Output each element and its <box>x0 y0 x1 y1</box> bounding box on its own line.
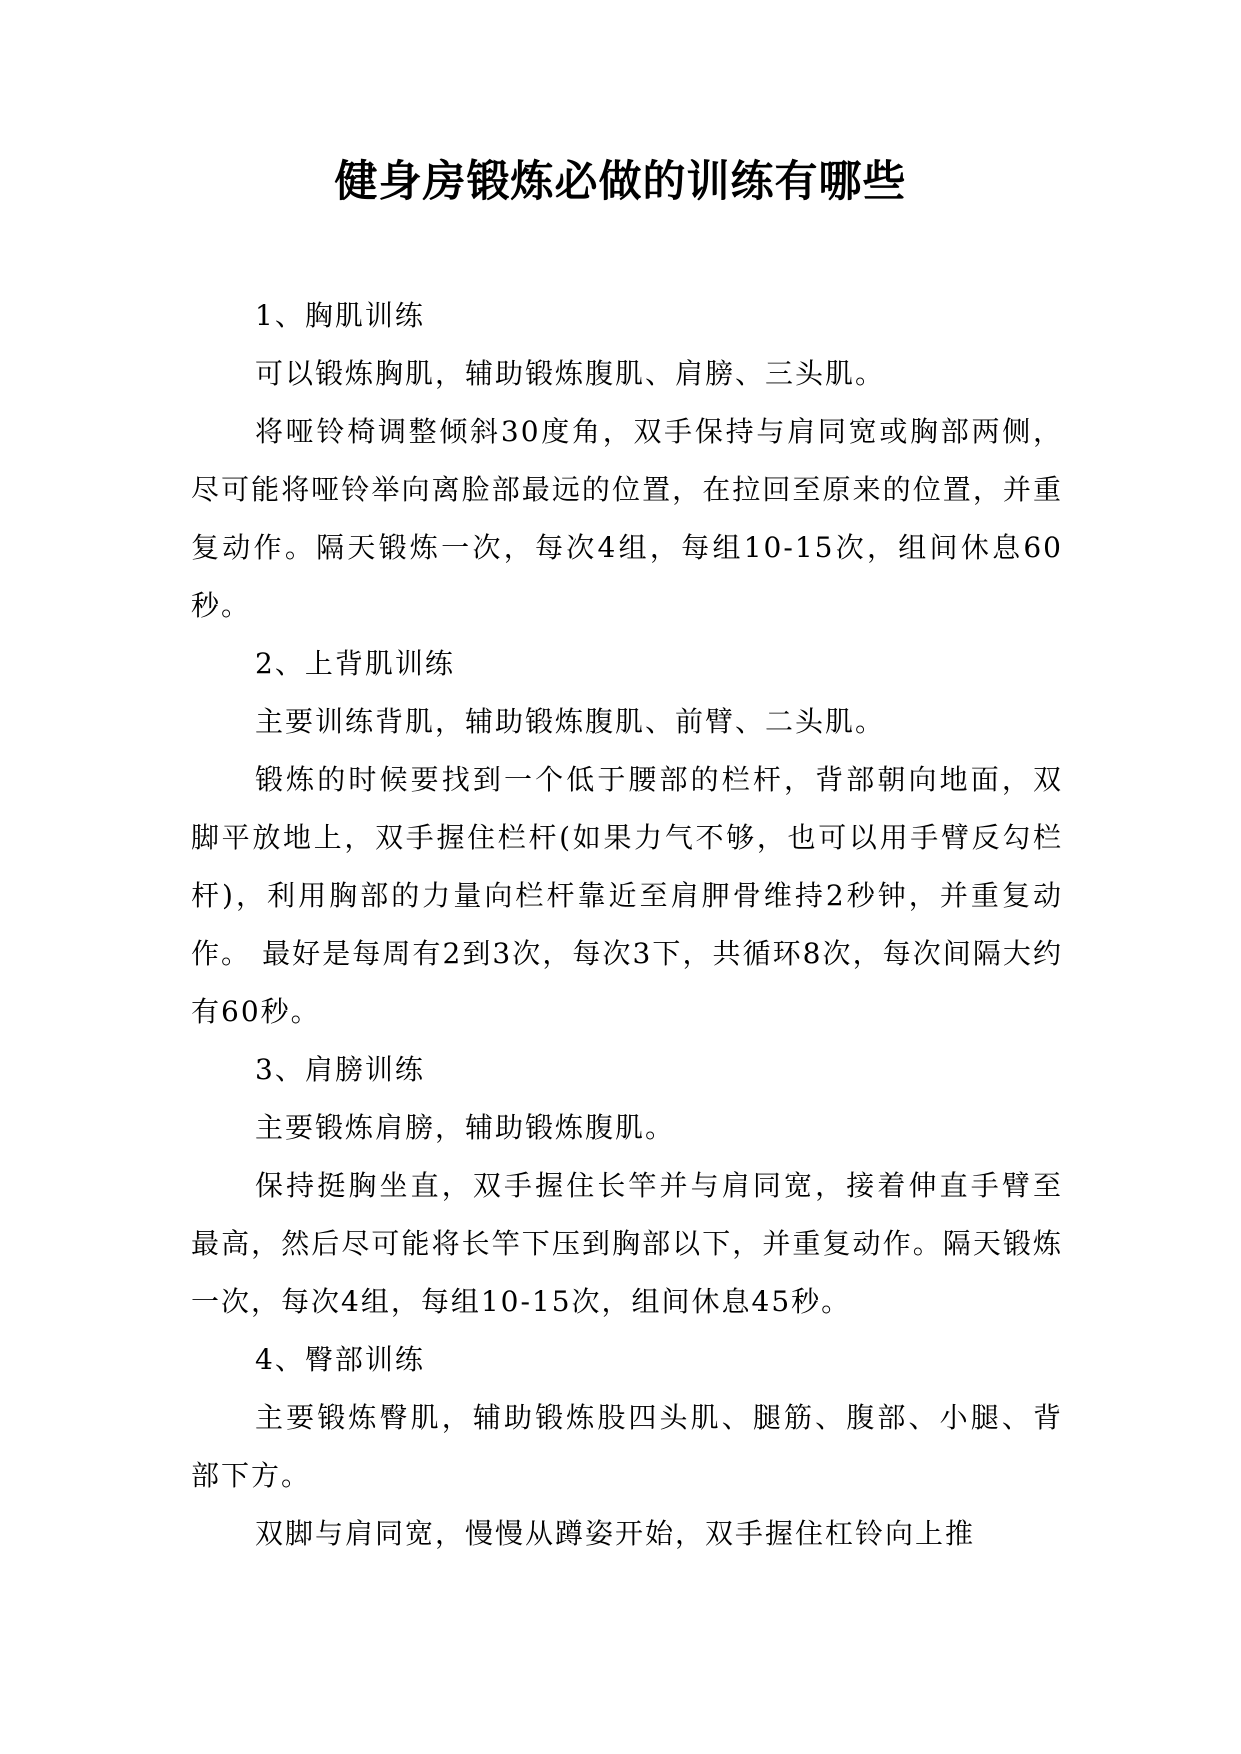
paragraph: 锻炼的时候要找到一个低于腰部的栏杆，背部朝向地面，双脚平放地上，双手握住栏杆(如果力气不够，也可以用手臂反勾栏杆)，利用胸部的力量向栏杆靠近至肩胛骨维持2秒钟，并重复动作。 最好是每周有2到3次，每次3下，共循环8次，每次间隔大约有60秒。 <box>191 763 1063 1028</box>
paragraph: 主要锻炼肩膀，辅助锻炼腹肌。 <box>255 1111 676 1144</box>
document-title: 健身房锻炼必做的训练有哪些 <box>334 157 907 207</box>
paragraph: 保持挺胸坐直，双手握住长竿并与肩同宽，接着伸直手臂至最高，然后尽可能将长竿下压到胸部以下，并重复动作。隔天锻炼一次，每次4组，每组10-15次，组间休息45秒。 <box>191 1169 1063 1318</box>
paragraph: 可以锻炼胸肌，辅助锻炼腹肌、肩膀、三头肌。 <box>255 357 886 390</box>
paragraph: 将哑铃椅调整倾斜30度角，双手保持与肩同宽或胸部两侧，尽可能将哑铃举向离脸部最远的位置，在拉回至原来的位置，并重复动作。隔天锻炼一次，每次4组，每组10-15次，组间休息60秒。 <box>191 415 1063 622</box>
paragraph: 主要锻炼臀肌，辅助锻炼股四头肌、腿筋、腹部、小腿、背部下方。 <box>191 1401 1063 1492</box>
paragraph: 主要训练背肌，辅助锻炼腹肌、前臂、二头肌。 <box>255 705 886 738</box>
section-heading-shoulder: 3、肩膀训练 <box>255 1053 425 1086</box>
section-heading-chest: 1、胸肌训练 <box>255 299 425 332</box>
document-body <box>191 287 1063 1563</box>
paragraph: 双脚与肩同宽，慢慢从蹲姿开始，双手握住杠铃向上推 <box>255 1517 976 1550</box>
section-heading-upper-back: 2、上背肌训练 <box>255 647 455 680</box>
section-heading-glute: 4、臀部训练 <box>255 1343 425 1376</box>
